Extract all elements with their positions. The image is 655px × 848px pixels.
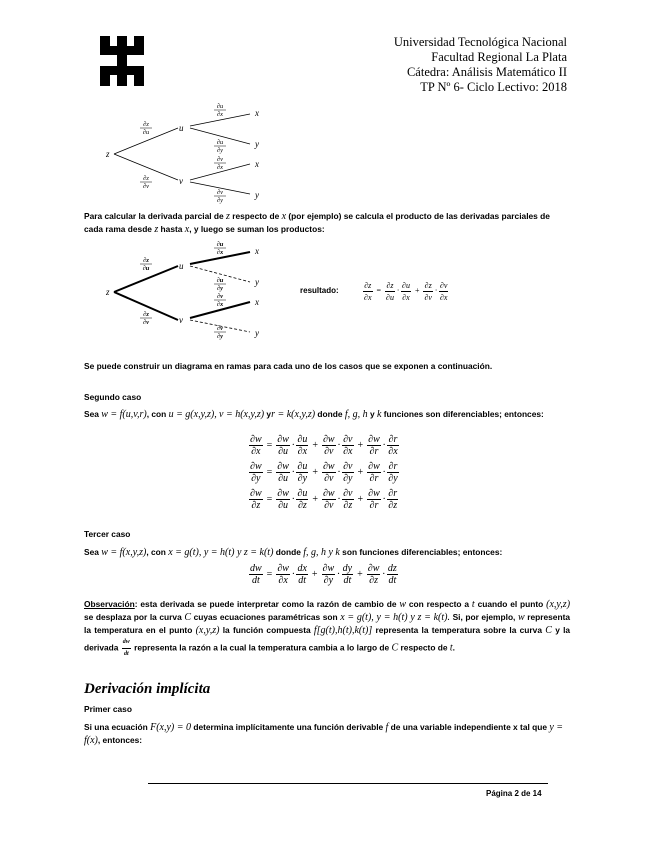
tree1-leaf: y — [255, 190, 259, 200]
fraction: $\frac{\partial u}{\partial x}$ — [297, 434, 308, 457]
tree2-leaf: x — [255, 246, 259, 256]
header-course: Cátedra: Análisis Matemático II — [406, 65, 567, 79]
heading-segundo-caso: Segundo caso — [84, 392, 142, 402]
tree2-frac-den: ∂u — [142, 265, 150, 272]
paragraph-implicita: Si una ecuación F(x,y) = 0 determina implícitamente una función derivable f de una variable independiente x tal que y = f(x), entonces: — [84, 722, 564, 746]
paragraph-segundo-caso: Sea w = f(u,v,r), con u = g(x,y,z), v = h(x,y,z) yr = k(x,y,z) donde f, g, h y k funciones son diferenciables; entonces: — [84, 409, 544, 420]
fraction: $\frac{\partial w}{\partial z}$ — [250, 488, 262, 511]
resultado-formula: $\frac{\partial z}{\partial x}$ = $\frac{\partial z}{\partial u}$ · $\frac{\partial u}{\partial x}$ + $\frac{\partial z}{\partial v}$ · $\frac{\partial v}{\partial x}$ — [364, 281, 448, 302]
paragraph-observacion: Observación: esta derivada se puede interpretar como la razón de cambio de w con respecto a t cuando el punto (x,y,z) se desplaza por la curva C cuyas ecuaciones paramétricas son x = g(t), y = h(t) y z = k(t). Si, por ejemplo, w representa la temperatura en el punto (x,y,z) la función compuesta f[g(t),h(t),k(t)] representa la temperatura sobre la curva C y la derivada $\frac{dw}{dt}$ representa la razón a la cual la temperatura cambia a lo largo de C respecto de t. — [84, 598, 570, 660]
tree-diagram-1 — [100, 98, 280, 208]
tree2-frac-num: ∂z — [143, 257, 149, 264]
tree2-frac-num: ∂v — [216, 325, 224, 332]
tree1-node-v: v — [179, 176, 183, 186]
tree1-frac-den: ∂x — [216, 111, 224, 118]
fraction: $\frac{\partial w}{\partial r}$ — [368, 434, 380, 457]
tree1-frac-den: ∂x — [216, 164, 224, 171]
tree1-frac-num: ∂u — [216, 103, 224, 110]
tree1-root: z — [106, 149, 110, 159]
fraction: $\frac{dy}{dt}$ — [342, 563, 353, 586]
fraction: $\frac{\partial w}{\partial v}$ — [322, 488, 335, 511]
fraction: $\frac{dx}{dt}$ — [297, 563, 307, 586]
equation-block — [248, 434, 400, 511]
fraction: $\frac{\partial w}{\partial u}$ — [277, 488, 289, 511]
observacion-label: Observación — [84, 599, 135, 609]
tree1-frac-den: ∂y — [216, 147, 224, 154]
fraction: $\frac{\partial r}{\partial x}$ — [388, 434, 398, 457]
fraction: $\frac{\partial w}{\partial r}$ — [368, 461, 380, 484]
utn-logo — [100, 36, 144, 86]
fraction: $\frac{\partial w}{\partial y}$ — [322, 563, 335, 586]
fraction: $\frac{\partial w}{\partial z}$ — [367, 563, 380, 586]
tree2-node-v: v — [179, 315, 183, 325]
paragraph-diagram-note: Se puede construir un diagrama en ramas para cada uno de los casos que se exponen a continuación. — [84, 361, 493, 371]
fraction: $\frac{\partial v}{\partial y}$ — [343, 461, 353, 484]
fraction: $\frac{\partial w}{\partial u}$ — [277, 434, 289, 457]
heading-primer-caso: Primer caso — [84, 704, 132, 714]
tree2-frac-num: ∂v — [216, 293, 224, 300]
tree2-frac-num: ∂u — [216, 241, 224, 248]
tree2-frac-den: ∂x — [216, 249, 224, 256]
fraction: $\frac{\partial w}{\partial r}$ — [368, 488, 380, 511]
fraction: $\frac{\partial u}{\partial y}$ — [297, 461, 308, 484]
tree1-frac-num: ∂z — [143, 175, 149, 182]
tree2-frac-den: ∂y — [216, 285, 224, 292]
tree2-frac-den: ∂v — [142, 319, 150, 326]
tree2-node-u: u — [179, 261, 184, 271]
tree2-root: z — [106, 287, 110, 297]
fraction: $\frac{\partial r}{\partial z}$ — [388, 488, 398, 511]
footer-page-number: Página 2 de 14 — [486, 789, 542, 798]
tree1-leaf: x — [255, 159, 259, 169]
fraction: $\frac{\partial w}{\partial v}$ — [322, 461, 335, 484]
tree2-frac-den: ∂y — [216, 333, 224, 340]
tree1-leaf: y — [255, 139, 259, 149]
fraction: $\frac{\partial w}{\partial u}$ — [277, 461, 289, 484]
tree1-leaf: x — [255, 108, 259, 118]
tree1-frac-den: ∂y — [216, 197, 224, 204]
paragraph-tercer-caso: Sea w = f(x,y,z), con x = g(t), y = h(t) y z = k(t) donde f, g, h y k son funciones diferenciables; entonces: — [84, 547, 503, 558]
header-block — [394, 35, 567, 95]
paragraph-chain-rule: Para calcular la derivada parcial de z respecto de x (por ejemplo) se calcula el producto de las derivadas parciales de cada rama desde z hasta x, y luego se suman los productos: — [84, 211, 550, 235]
fraction: $\frac{\partial r}{\partial y}$ — [388, 461, 398, 484]
tree1-frac-num: ∂v — [216, 156, 224, 163]
header-university: Universidad Tecnológica Nacional — [393, 35, 567, 49]
tree-diagram-2 — [100, 240, 280, 344]
tree1-frac-num: ∂z — [143, 121, 149, 128]
tree2-frac-num: ∂z — [143, 311, 149, 318]
tree2-leaf: y — [255, 277, 259, 287]
tree2-leaf: x — [255, 297, 259, 307]
footer-rule — [148, 783, 548, 784]
fraction: $\frac{\partial w}{\partial x}$ — [250, 434, 262, 457]
equation-tercer-caso — [248, 563, 399, 590]
equation-row: $\frac{dw}{dt}$ = $\frac{\partial w}{\partial x}$ · $\frac{dx}{dt}$ + $\frac{\partial w}{\partial y}$ · $\frac{dy}{dt}$ + $\frac{\partial w}{\partial z}$ · $\frac{dz}{dt}$ — [250, 563, 397, 586]
tree2-leaf: y — [255, 328, 259, 338]
fraction: $\frac{dw}{dt}$ — [250, 563, 262, 586]
dw-dt-fraction: $\frac{dw}{dt}$ — [122, 639, 130, 657]
tree1-frac-num: ∂v — [216, 189, 224, 196]
fraction: $\frac{dz}{dt}$ — [387, 563, 397, 586]
fraction: $\frac{\partial v}{\partial z}$ — [343, 488, 353, 511]
fraction: $\frac{\partial w}{\partial x}$ — [277, 563, 289, 586]
resultado-label: resultado: — [300, 286, 339, 295]
tree2-frac-den: ∂x — [216, 301, 224, 308]
equation-block — [248, 563, 399, 586]
tree1-frac-num: ∂u — [216, 139, 224, 146]
equation-row: $\frac{\partial w}{\partial x}$ = $\frac{\partial w}{\partial u}$ · $\frac{\partial u}{\partial x}$ + $\frac{\partial w}{\partial v}$ · $\frac{\partial v}{\partial x}$ + $\frac{\partial w}{\partial r}$ · $\frac{\partial r}{\partial x}$ — [250, 434, 398, 457]
fraction: $\frac{\partial w}{\partial y}$ — [250, 461, 262, 484]
equation-row: $\frac{\partial w}{\partial z}$ = $\frac{\partial w}{\partial u}$ · $\frac{\partial u}{\partial z}$ + $\frac{\partial w}{\partial v}$ · $\frac{\partial v}{\partial z}$ + $\frac{\partial w}{\partial r}$ · $\frac{\partial r}{\partial z}$ — [250, 488, 398, 511]
equations-segundo-caso — [248, 434, 400, 515]
equation-row: $\frac{\partial w}{\partial y}$ = $\frac{\partial w}{\partial u}$ · $\frac{\partial u}{\partial y}$ + $\frac{\partial w}{\partial v}$ · $\frac{\partial v}{\partial y}$ + $\frac{\partial w}{\partial r}$ · $\frac{\partial r}{\partial y}$ — [250, 461, 398, 484]
fraction: $\frac{\partial w}{\partial v}$ — [322, 434, 335, 457]
header-tp: TP Nº 6- Ciclo Lectivo: 2018 — [420, 80, 567, 94]
section-title-derivacion-implicita: Derivación implícita — [84, 681, 211, 697]
tree1-frac-den: ∂u — [142, 129, 150, 136]
tree1-node-u: u — [179, 123, 184, 133]
fraction: $\frac{\partial v}{\partial x}$ — [343, 434, 353, 457]
heading-tercer-caso: Tercer caso — [84, 529, 131, 539]
tree2-frac-num: ∂u — [216, 277, 224, 284]
header-faculty: Facultad Regional La Plata — [431, 50, 567, 64]
tree1-frac-den: ∂v — [142, 183, 150, 190]
fraction: $\frac{\partial u}{\partial z}$ — [297, 488, 308, 511]
